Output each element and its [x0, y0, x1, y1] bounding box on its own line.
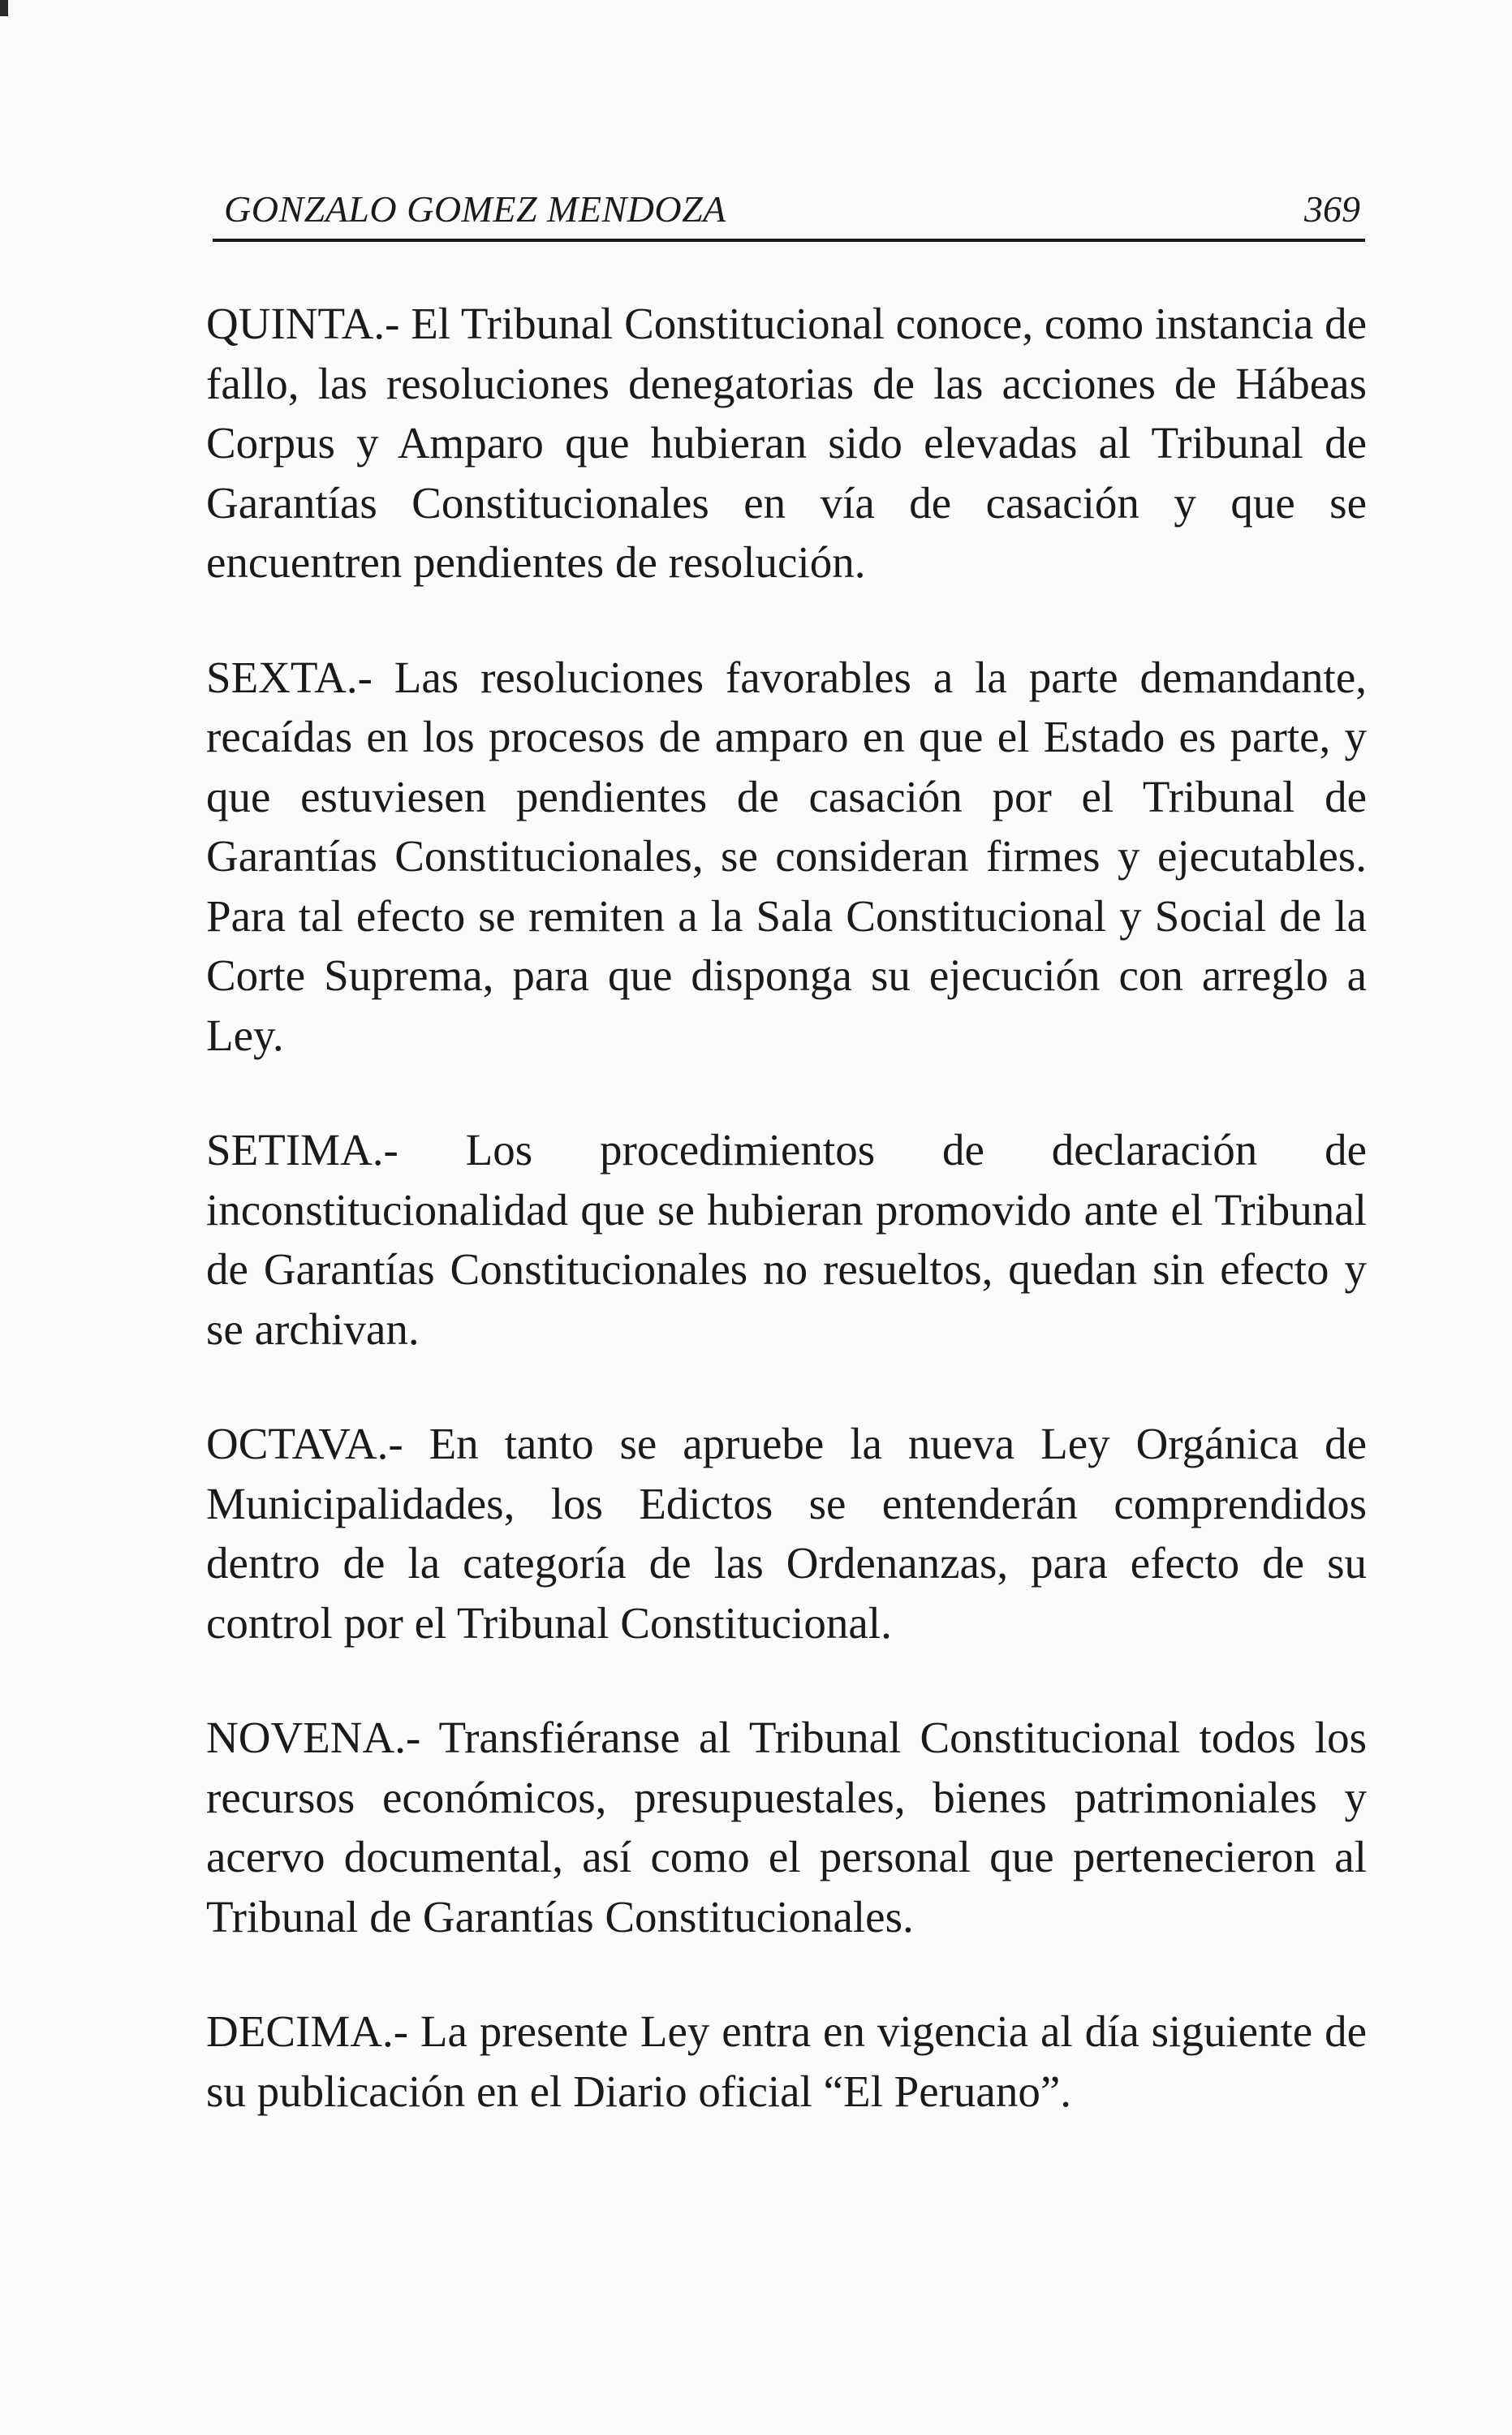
running-header — [213, 180, 1365, 242]
body-text — [206, 294, 1367, 2121]
paragraph-decima — [206, 2002, 1367, 2121]
paragraph-label: DECIMA.- — [206, 2006, 409, 2056]
paragraph-novena — [206, 1708, 1367, 1946]
paragraph-label: SEXTA.- — [206, 652, 373, 702]
paragraph-text: La presente Ley entra en vigencia al día siguiente de su publicación en el Diario oficial “El Peruano”. — [206, 2006, 1367, 2116]
paragraph-label: QUINTA.- — [206, 299, 400, 348]
paragraph-text: Las resoluciones favorables a la parte demandante, recaídas en los procesos de amparo en que el Estado es parte, y que estuviesen pendientes de casación por el Tribunal de Garantías Constitucionales, se consideran firmes y ejecutables. Para tal efecto se remiten a la Sala Constitucional y Social de la Corte Suprema, para que disponga su ejecución con arreglo a Ley. — [206, 652, 1367, 1060]
paragraph-text: Los procedimientos de declaración de inconstitucionalidad que se hubieran promovido ante el Tribunal de Garantías Constitucionales no resueltos, quedan sin efecto y se archivan. — [206, 1125, 1367, 1354]
paragraph-text: En tanto se apruebe la nueva Ley Orgánica de Municipalidades, los Edictos se entenderán comprendidos dentro de la categoría de las Ordenanzas, para efecto de su control por el Tribunal Constitucional. — [206, 1419, 1367, 1648]
paragraph-sexta — [206, 648, 1367, 1066]
paragraph-label: NOVENA.- — [206, 1713, 421, 1762]
header-author: GONZALO GOMEZ MENDOZA — [224, 188, 726, 230]
page-number: 369 — [1304, 188, 1360, 230]
paragraph-quinta — [206, 294, 1367, 593]
page-edge-mark — [0, 0, 8, 16]
paragraph-text: Transfiéranse al Tribunal Constitucional todos los recursos económicos, presupuestales, bienes patrimoniales y acervo documental, así como el personal que pertenecieron al Tribunal de Garantías Constitucionales. — [206, 1713, 1367, 1942]
paragraph-text: El Tribunal Constitucional conoce, como instancia de fallo, las resoluciones denegatorias de las acciones de Hábeas Corpus y Amparo que hubieran sido elevadas al Tribunal de Garantías Constitucionales en vía de casación y que se encuentren pendientes de resolución. — [206, 299, 1367, 587]
paragraph-setima — [206, 1120, 1367, 1359]
paragraph-octava — [206, 1414, 1367, 1653]
paragraph-label: OCTAVA.- — [206, 1419, 403, 1468]
paragraph-label: SETIMA.- — [206, 1125, 398, 1174]
